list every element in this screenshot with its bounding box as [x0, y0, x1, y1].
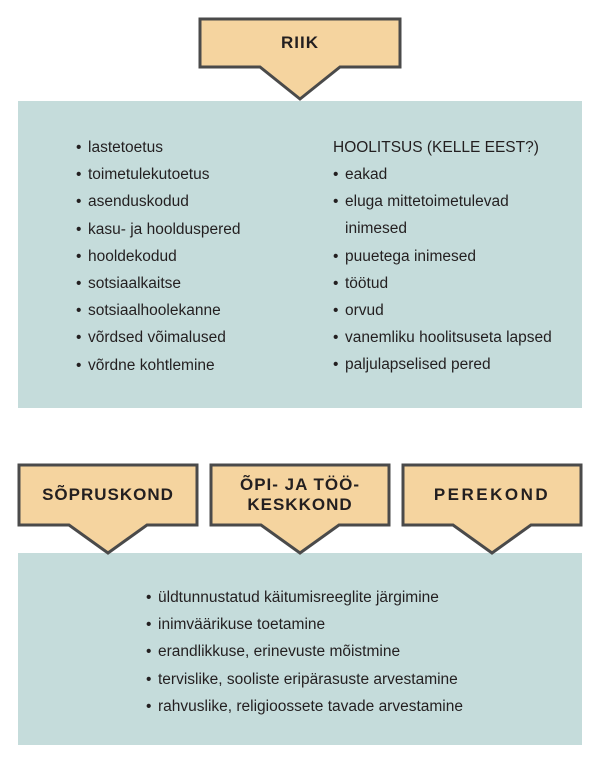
list-item: • töötud — [333, 270, 552, 297]
list-item: • orvud — [333, 297, 552, 324]
list-item: • lastetoetus — [76, 134, 241, 161]
list-item: • võrdsed võimalused — [76, 324, 241, 351]
list-item-continuation: inimesed — [345, 220, 408, 238]
bullet-icon: • — [76, 220, 82, 238]
list-item: • eluga mittetoimetulevad inimesed — [333, 188, 552, 242]
list-item: • puuetega inimesed — [333, 243, 552, 270]
bullet-icon: • — [76, 139, 82, 156]
bullet-icon: • — [76, 302, 82, 320]
list-item: • eakad — [333, 161, 552, 188]
bullet-icon: • — [76, 275, 82, 293]
list-item: • sotsiaalkaitse — [76, 270, 241, 297]
bullet-icon: • — [76, 193, 82, 211]
bullet-icon: • — [146, 670, 152, 688]
bullet-icon: • — [333, 302, 339, 320]
perekond-label: PEREKOND — [433, 485, 551, 504]
opi-label-line2: KESKKOND — [247, 495, 353, 514]
care-heading: HOOLITSUS (KELLE EEST?) — [333, 139, 539, 156]
list-item: • rahvuslike, religioossete tavade arvestamine — [146, 693, 463, 720]
social-norms-list — [146, 584, 463, 720]
bullet-icon: • — [146, 697, 152, 715]
bullet-icon: • — [333, 193, 339, 211]
list-item: • inimväärikuse toetamine — [146, 611, 463, 638]
bullet-icon: • — [76, 166, 82, 184]
list-item: • paljulapselised pered — [333, 351, 552, 378]
list-item: • sotsiaalhoolekanne — [76, 297, 241, 324]
bullet-icon: • — [146, 589, 152, 606]
bullet-icon: • — [76, 247, 82, 265]
sopruskond-label: SÕPRUSKOND — [42, 485, 174, 504]
list-item: • võrdne kohtlemine — [76, 352, 241, 379]
list-item: • tervislike, sooliste eripärasuste arvestamine — [146, 666, 463, 693]
riik-label: RIIK — [281, 33, 319, 52]
bullet-icon: • — [76, 356, 82, 374]
list-item: • erandlikkuse, erinevuste mõistmine — [146, 638, 463, 665]
bullet-icon: • — [333, 329, 339, 347]
list-item: • vanemliku hoolitsuseta lapsed — [333, 324, 552, 351]
list-item: • asenduskodud — [76, 188, 241, 215]
bullet-icon: • — [333, 274, 339, 292]
list-item: • toimetulekutoetus — [76, 161, 241, 188]
care-list — [333, 161, 552, 379]
opi-ja-tookeskkond-label — [209, 465, 391, 525]
list-item: • hooldekodud — [76, 243, 241, 270]
bullet-icon: • — [146, 616, 152, 634]
list-item: • kasu- ja hoolduspered — [76, 216, 241, 243]
bullet-icon: • — [146, 643, 152, 661]
bullet-icon: • — [333, 166, 339, 183]
bullet-icon: • — [333, 356, 339, 374]
list-item: • üldtunnustatud käitumisreeglite järgimine — [146, 584, 463, 611]
opi-label-line1: ÕPI- JA TÖÖ- — [240, 475, 360, 494]
state-measures-list — [76, 134, 241, 379]
bullet-icon: • — [333, 247, 339, 265]
bullet-icon: • — [76, 329, 82, 347]
